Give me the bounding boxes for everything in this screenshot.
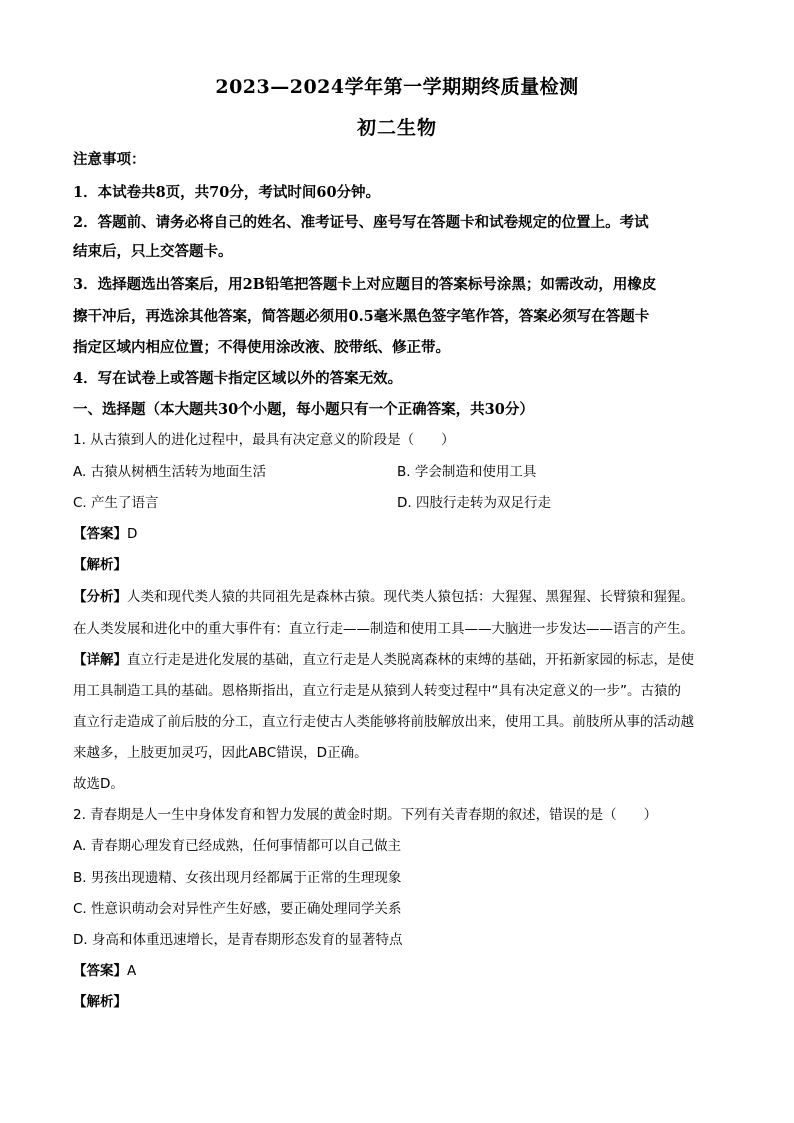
q2-analysis-tag — [73, 992, 723, 1012]
q1-xiangjie-line-4: 来越多，上肢更加灵巧，因此ABC错误，D正确。 — [73, 745, 368, 761]
q1-xiangjie-tag: 【详解】 — [73, 652, 127, 668]
q2-option-a: A. 青春期心理发育已经成熟，任何事情都可以自己做主 — [73, 838, 402, 854]
q1-option-d: D. 四肢行走转为双足行走 — [397, 495, 551, 511]
notice-item-3: 3．选择题选出答案后，用2B铅笔把答题卡上对应题目的答案标号涂黑；如需改动，用橡皮 — [73, 276, 657, 293]
q1-fenxi-tag: 【分析】 — [73, 589, 127, 605]
q1-option-a: A. 古猿从树栖生活转为地面生活 — [73, 464, 267, 480]
q1-fenxi-text-1: 人类和现代类人猿的共同祖先是森林古猿。现代类人猿包括：大猩猩、黑猩猩、长臂猿和猩猩。 — [127, 589, 694, 605]
notice-item-4: 4．写在试卷上或答题卡指定区域以外的答案无效。 — [73, 370, 403, 387]
q1-answer — [73, 524, 723, 544]
q1-stem: 1. 从古猿到人的进化过程中，最具有决定意义的阶段是（ ） — [73, 432, 455, 448]
notice-item-1: 1．本试卷共8页，共70分，考试时间60分钟。 — [73, 184, 381, 201]
q2-option-d: D. 身高和体重迅速增长，是青春期形态发育的显著特点 — [73, 932, 403, 948]
q1-xiangjie-line-2: 用工具制造工具的基础。恩格斯指出，直立行走是从猿到人转变过程中“具有决定意义的一步”。古猿的 — [73, 683, 681, 699]
notice-item-2: 2．答题前、请务必将自己的姓名、准考证号、座号写在答题卡和试卷规定的位置上。考试 — [73, 214, 649, 231]
q1-fenxi-line-2: 在人类发展和进化中的重大事件有：直立行走——制造和使用工具——大脑进一步发达——语言的产生。 — [73, 621, 694, 637]
q1-xiangjie-line-1 — [73, 650, 723, 670]
q2-analysis-label: 【解析】 — [73, 994, 127, 1010]
q1-xiangjie-line-3: 直立行走造成了前后肢的分工，直立行走使古人类能够将前肢解放出来，使用工具。前肢所从事的活动越 — [73, 714, 694, 730]
q2-answer-value: A — [127, 963, 137, 979]
q1-fenxi-line-1 — [73, 587, 723, 607]
q2-option-b: B. 男孩出现遗精、女孩出现月经都属于正常的生理现象 — [73, 870, 402, 886]
q1-conclusion: 故选D。 — [73, 776, 124, 792]
notice-item-2-cont: 结束后，只上交答题卡。 — [73, 243, 233, 260]
notice-item-3-cont-1: 擦干冲后，再选涂其他答案，简答题必须用0.5毫米黑色签字笔作答，答案必须写在答题卡 — [73, 308, 650, 325]
q2-answer — [73, 961, 723, 981]
exam-subject: 初二生物 — [356, 117, 437, 139]
section-heading: 一、选择题（本大题共30个小题，每小题只有一个正确答案，共30分） — [73, 401, 534, 418]
q1-option-c: C. 产生了语言 — [73, 495, 159, 511]
notice-item-3-cont-2: 指定区域内相应位置；不得使用涂改液、胶带纸、修正带。 — [73, 339, 450, 356]
q1-analysis-label: 【解析】 — [73, 557, 127, 573]
q1-xiangjie-text-1: 直立行走是进化发展的基础，直立行走是人类脱离森林的束缚的基础，开拓新家园的标志，是使 — [127, 652, 694, 668]
q2-stem: 2. 青春期是人一生中身体发育和智力发展的黄金时期。下列有关青春期的叙述，错误的是（ ） — [73, 807, 658, 823]
exam-title: 2023—2024学年第一学期期终质量检测 — [215, 76, 579, 98]
notice-heading: 注意事项： — [73, 151, 146, 168]
q2-answer-tag: 【答案】 — [73, 963, 127, 979]
q1-analysis-tag — [73, 555, 723, 575]
q1-answer-value: D — [127, 526, 138, 542]
q1-answer-tag: 【答案】 — [73, 526, 127, 542]
q1-option-b: B. 学会制造和使用工具 — [397, 464, 537, 480]
q2-option-c: C. 性意识萌动会对异性产生好感，要正确处理同学关系 — [73, 901, 402, 917]
